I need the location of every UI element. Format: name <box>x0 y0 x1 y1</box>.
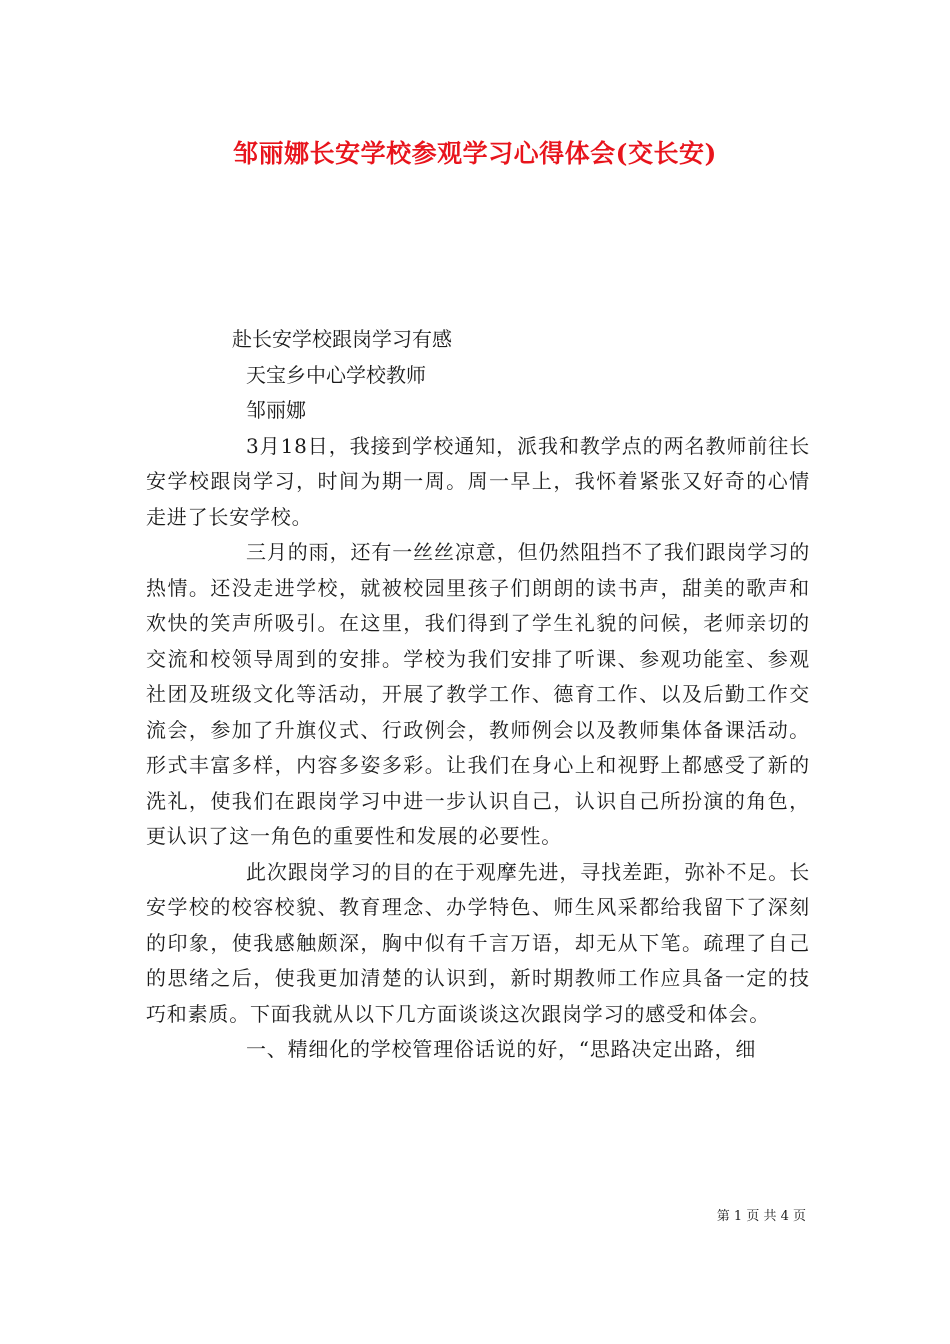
paragraph-1: 3月18日，我接到学校通知，派我和教学点的两名教师前往长安学校跟岗学习，时间为期一周。周一早上，我怀着紧张又好奇的心情走进了长安学校。 <box>146 433 810 529</box>
author-affiliation: 天宝乡中心学校教师 <box>246 362 426 387</box>
paragraph-3: 此次跟岗学习的目的在于观摩先进，寻找差距，弥补不足。长安学校的校容校貌、教育理念、办学特色、师生风采都给我留下了深刻的印象，使我感触颇深，胸中似有千言万语，却无从下笔。疏理了自己的思绪之后，使我更加清楚的认识到，新时期教师工作应具备一定的技巧和素质。下面我就从以下几方面谈谈这次跟岗学习的感受和体会。 <box>146 859 810 1026</box>
document-title: 邹丽娜长安学校参观学习心得体会(交长安) <box>233 139 717 168</box>
document-body <box>146 322 810 1068</box>
page-number: 第 1 页 共 4 页 <box>716 1209 806 1224</box>
essay-subtitle: 赴长安学校跟岗学习有感 <box>232 327 452 351</box>
author-name: 邹丽娜 <box>246 398 306 422</box>
paragraph-2: 三月的雨，还有一丝丝凉意，但仍然阻挡不了我们跟岗学习的热情。还没走进学校，就被校园里孩子们朗朗的读书声，甜美的歌声和欢快的笑声所吸引。在这里，我们得到了学生礼貌的问候，老师亲切的交流和校领导周到的安排。学校为我们安排了听课、参观功能室、参观社团及班级文化等活动，开展了教学工作、德育工作、以及后勤工作交流会，参加了升旗仪式、行政例会，教师例会以及教师集体备课活动。形式丰富多样，内容多姿多彩。让我们在身心上和视野上都感受了新的洗礼，使我们在跟岗学习中进一步认识自己，认识自己所扮演的角色，更认识了这一角色的重要性和发展的必要性。 <box>146 540 810 848</box>
paragraph-4: 一、精细化的学校管理俗话说的好，“思路决定出路，细 <box>246 1037 757 1061</box>
